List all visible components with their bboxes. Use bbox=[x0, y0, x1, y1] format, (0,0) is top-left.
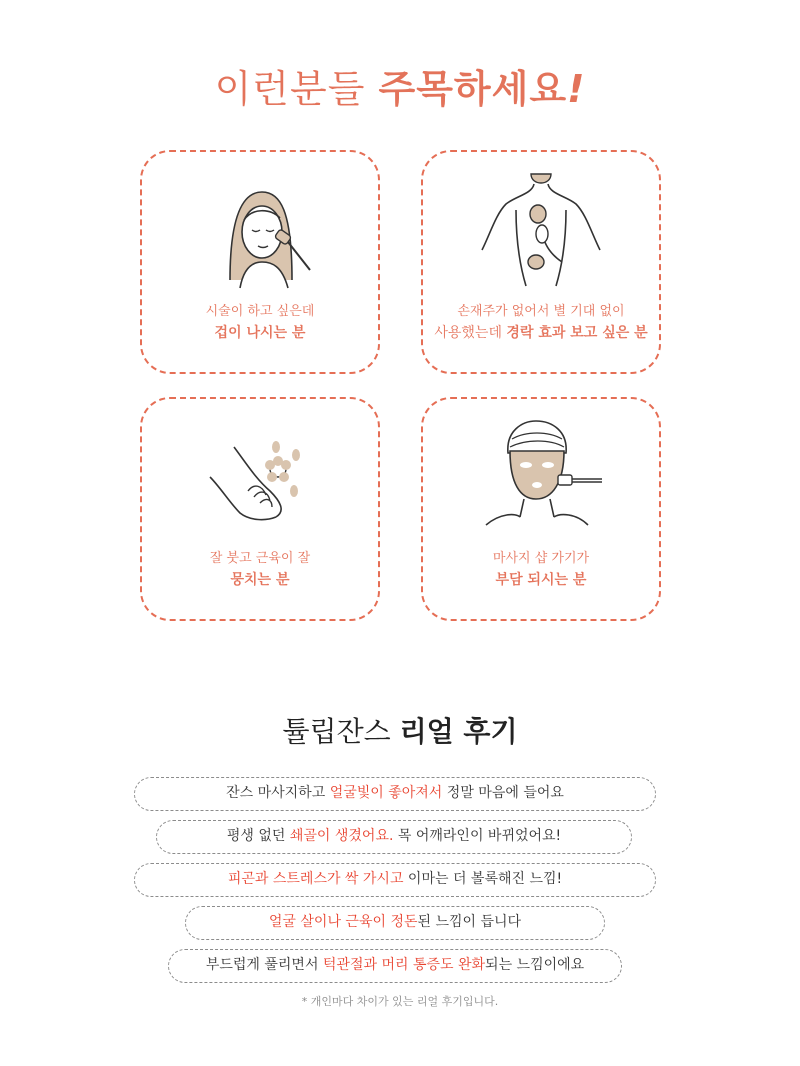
card-text-line1: 손재주가 없어서 별 기대 없이 bbox=[457, 304, 625, 319]
target-card-fear bbox=[140, 150, 380, 374]
review-item: 평생 없던 쇄골이 생겼어요. 목 어깨라인이 바뀌었어요! bbox=[156, 820, 632, 854]
page-title: 이런분들 주목하세요! bbox=[214, 67, 586, 111]
review-item: 부드럽게 풀리면서 턱관절과 머리 통증도 완화되는 느낌이에요 bbox=[168, 949, 622, 983]
card-text-line2: 뭉치는 분 bbox=[230, 572, 290, 588]
target-card-swelling bbox=[140, 397, 380, 621]
card-text-line2: 겁이 나시는 분 bbox=[214, 325, 306, 341]
card-text-line2: 부담 되시는 분 bbox=[495, 572, 587, 588]
card-text-line1: 잘 붓고 근육이 잘 bbox=[209, 551, 311, 566]
card-text-line1: 시술이 하고 싶은데 bbox=[205, 304, 315, 319]
review-item: 잔스 마사지하고 얼굴빛이 좋아져서 정말 마음에 들어요 bbox=[134, 777, 656, 811]
card-text-line1: 마사지 샵 가기가 bbox=[492, 551, 590, 566]
review-item: 얼굴 살이나 근육이 정돈된 느낌이 듭니다 bbox=[185, 906, 605, 940]
card-text-line2: 사용했는데 경락 효과 보고 싶은 분 bbox=[434, 325, 648, 341]
target-card-no-skill bbox=[421, 150, 661, 374]
target-card-shop-burden bbox=[421, 397, 661, 621]
disclaimer-note: * 개인마다 차이가 있는 리얼 후기입니다. bbox=[301, 995, 499, 1008]
woman-makeup-brush-icon bbox=[200, 170, 320, 290]
reviews-title: 튤립잔스 리얼 후기 bbox=[282, 715, 518, 748]
body-massage-stone-icon bbox=[476, 170, 606, 290]
face-mask-brush-icon bbox=[476, 417, 606, 527]
foot-massage-icon bbox=[200, 417, 320, 527]
review-item: 피곤과 스트레스가 싹 가시고 이마는 더 볼록해진 느낌! bbox=[134, 863, 656, 897]
